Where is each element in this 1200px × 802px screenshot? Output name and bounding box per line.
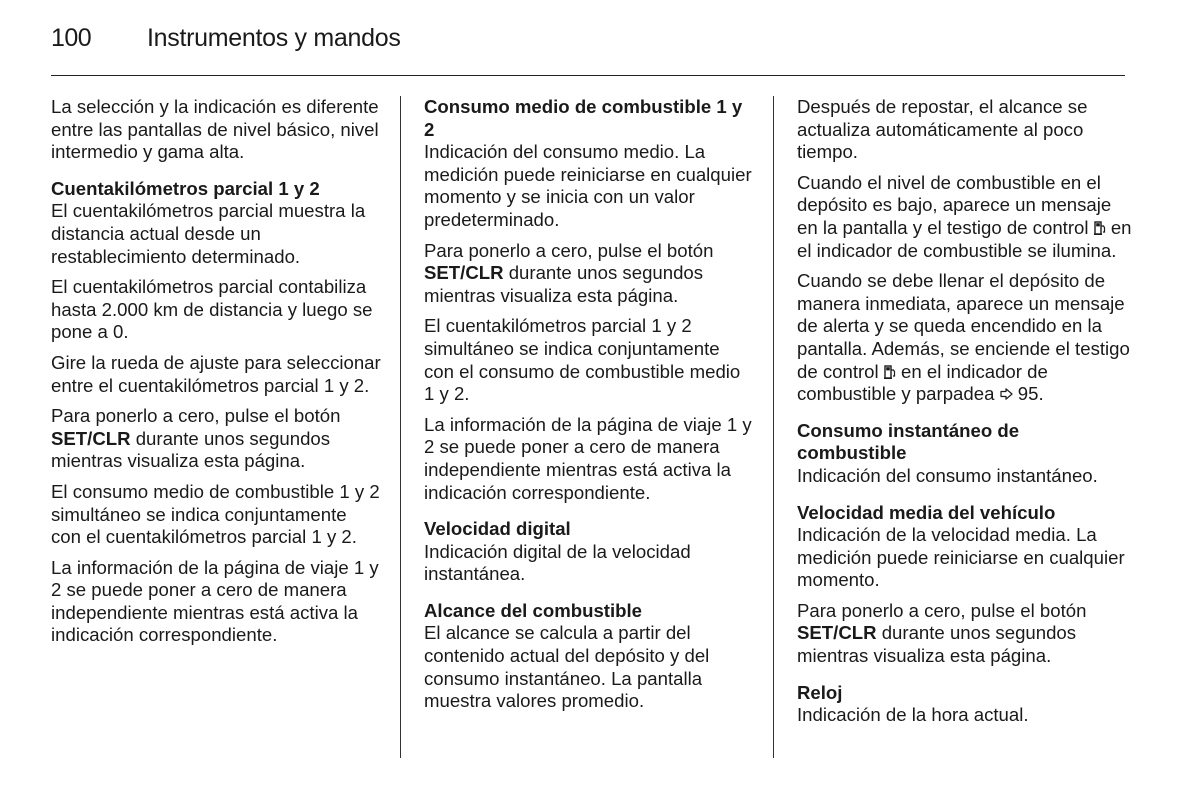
- paragraph: Indicación del consumo instantáneo.: [797, 464, 1098, 486]
- paragraph: Indicación de la velocidad media. La medición puede reiniciarse en cualquier momento.: [797, 524, 1125, 591]
- intro-section: [51, 96, 381, 164]
- average-consumption-section: [424, 96, 754, 504]
- fuel-pump-icon: [884, 362, 896, 376]
- paragraph: Después de repostar, el alcance se actualiza automáticamente al poco tiempo.: [797, 96, 1088, 163]
- paragraph: Indicación digital de la velocidad instantánea.: [424, 540, 691, 585]
- text: Para ponerlo a cero, pulse el botón: [424, 239, 714, 261]
- digital-speed-heading: Velocidad digital: [424, 518, 571, 540]
- paragraph: [797, 600, 1132, 668]
- clock-section: [797, 682, 1132, 727]
- paragraph: Gire la rueda de ajuste para seleccionar entre el cuentakilómetros parcial 1 y 2.: [51, 351, 381, 396]
- paragraph: La información de la página de viaje 1 y 2 se puede poner a cero de manera independiente mientras está activa la indicación correspondiente.: [424, 413, 752, 503]
- column-divider: [400, 96, 401, 758]
- fuel-range-section: [424, 600, 754, 713]
- column-divider: [773, 96, 774, 758]
- paragraph: [51, 405, 381, 473]
- trip-odometer-heading: Cuentakilómetros parcial 1 y 2: [51, 177, 320, 199]
- paragraph: El consumo medio de combustible 1 y 2 simultáneo se indica conjuntamente con el cuentakilómetros parcial 1 y 2.: [51, 480, 380, 548]
- paragraph: El cuentakilómetros parcial muestra la distancia actual desde un restablecimiento determinado.: [51, 200, 366, 267]
- set-clr-button-label: SET/CLR: [51, 427, 131, 449]
- fuel-range-continued: [797, 96, 1132, 406]
- fuel-pump-icon: [1094, 218, 1106, 232]
- paragraph: [424, 240, 754, 308]
- paragraph: La información de la página de viaje 1 y 2 se puede poner a cero de manera independiente mientras está activa la indicación correspondiente.: [51, 556, 379, 646]
- paragraph: Indicación de la hora actual.: [797, 704, 1029, 726]
- text: en el indicador de combustible se ilumina.: [797, 216, 1132, 261]
- chapter-title: Instrumentos y mandos: [147, 24, 401, 52]
- text: Para ponerlo a cero, pulse el botón: [797, 599, 1087, 621]
- text: Para ponerlo a cero, pulse el botón: [51, 405, 341, 427]
- average-speed-section: [797, 502, 1132, 668]
- paragraph: [797, 270, 1132, 406]
- paragraph: El cuentakilómetros parcial contabiliza hasta 2.000 km de distancia y luego se pone a 0.: [51, 276, 373, 343]
- digital-speed-section: [424, 518, 754, 586]
- page-number: 100: [51, 24, 92, 52]
- header-rule: [51, 75, 1125, 76]
- column-1: [51, 96, 381, 661]
- instant-consumption-section: [797, 420, 1132, 488]
- intro-paragraph: La selección y la indicación es diferente entre las pantallas de nivel básico, nivel intermedio y gama alta.: [51, 96, 379, 163]
- average-speed-heading: Velocidad media del vehículo: [797, 501, 1056, 523]
- text: durante unos segundos mientras visualiza esta página.: [797, 622, 1077, 667]
- text: durante unos segundos mientras visualiza esta página.: [51, 427, 331, 472]
- fuel-range-heading: Alcance del combustible: [424, 599, 643, 621]
- page-reference-arrow-icon[interactable]: [1000, 383, 1013, 395]
- page-header: [51, 24, 401, 58]
- average-consumption-heading: Consumo medio de combustible 1 y 2: [424, 96, 743, 140]
- instant-consumption-heading: Consumo instantáneo de combustible: [797, 419, 1020, 464]
- trip-odometer-section: [51, 178, 381, 647]
- column-3: [797, 96, 1132, 741]
- page-reference[interactable]: 95.: [1012, 383, 1044, 405]
- paragraph: [797, 172, 1132, 262]
- text: Cuando se debe llenar el depósito de manera inmediata, aparece un mensaje de alerta y se queda encendido en la pantalla. Además, se enciende el testigo de control: [797, 270, 1130, 382]
- set-clr-button-label: SET/CLR: [797, 622, 877, 644]
- clock-heading: Reloj: [797, 681, 843, 703]
- paragraph: El cuentakilómetros parcial 1 y 2 simultáneo se indica conjuntamente con el consumo de combustible medio 1 y 2.: [424, 315, 741, 405]
- text: en el indicador de combustible y parpadea: [797, 360, 1048, 405]
- text: Cuando el nivel de combustible en el depósito es bajo, aparece un mensaje en la pantalla y el testigo de control: [797, 171, 1112, 238]
- paragraph: Indicación del consumo medio. La medición puede reiniciarse en cualquier momento y se inicia con un valor predeterminado.: [424, 141, 752, 230]
- column-2: [424, 96, 754, 727]
- set-clr-button-label: SET/CLR: [424, 262, 504, 284]
- text: durante unos segundos mientras visualiza esta página.: [424, 262, 704, 306]
- paragraph: El alcance se calcula a partir del contenido actual del depósito y del consumo instantáneo. La pantalla muestra valores promedio.: [424, 622, 710, 712]
